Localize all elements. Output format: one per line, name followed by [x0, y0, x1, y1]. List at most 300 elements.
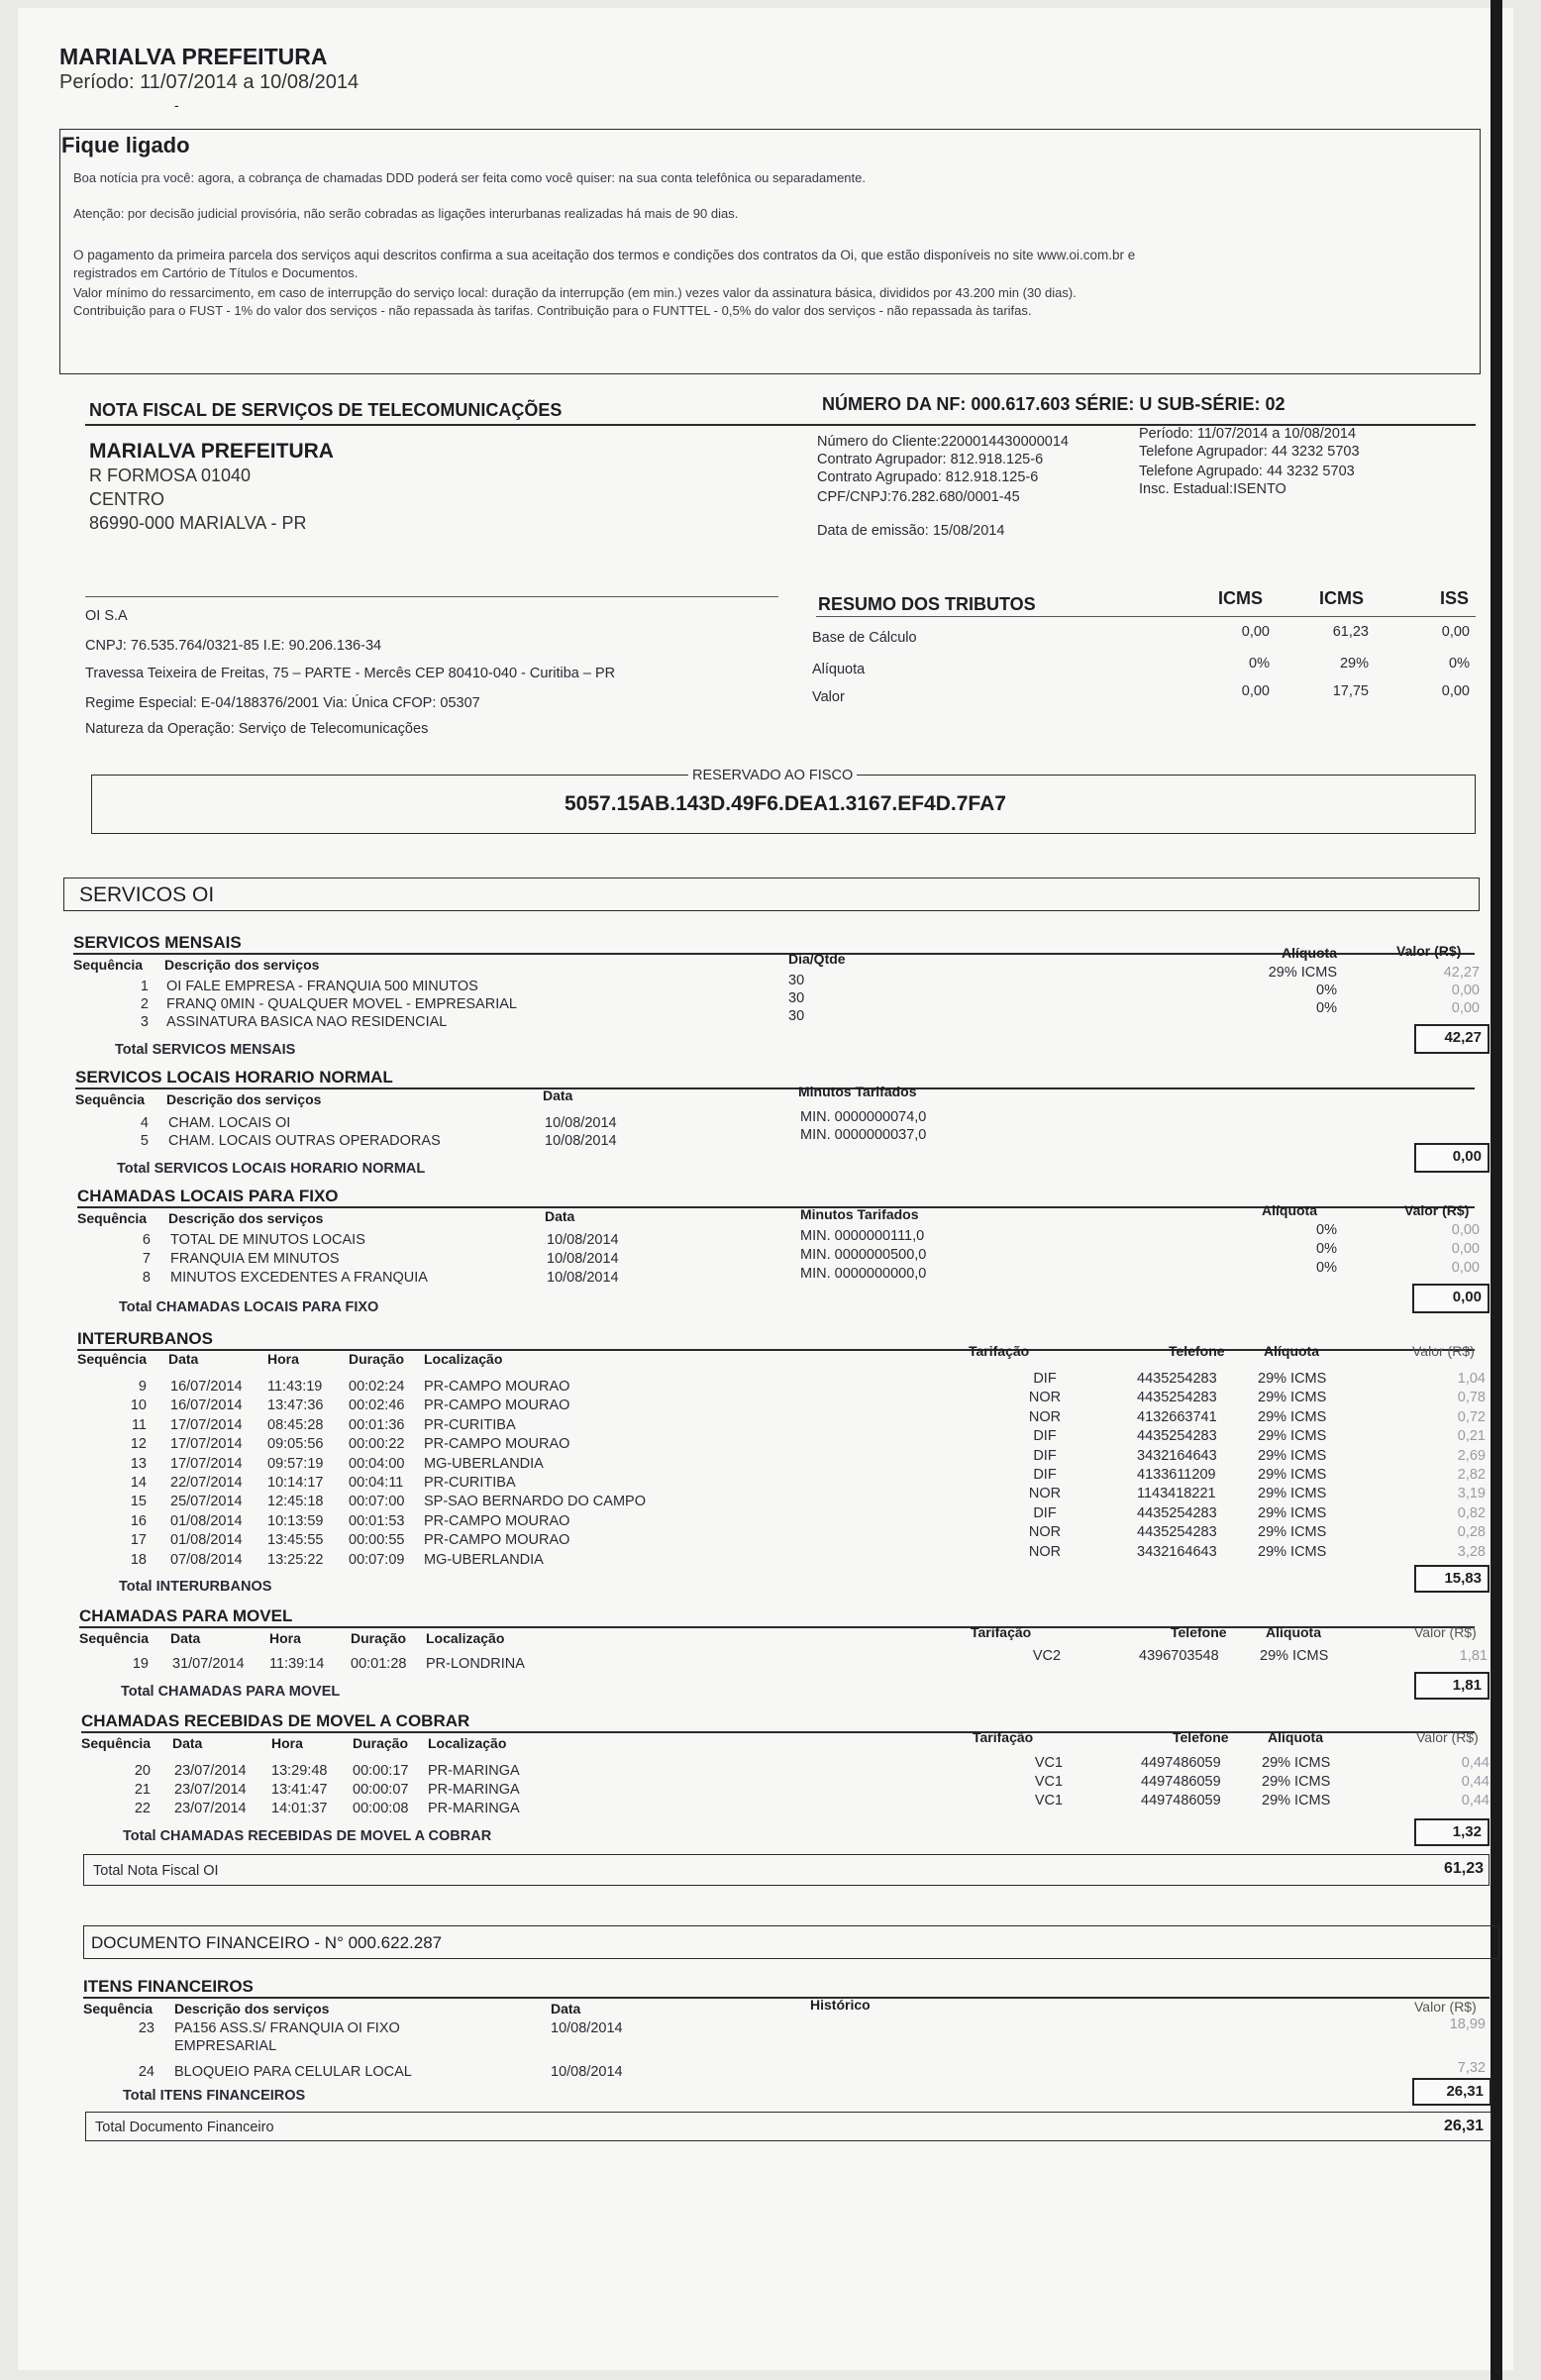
table-cell: 0,00 [1451, 1000, 1480, 1016]
col-header: Telefone [1169, 1343, 1225, 1359]
table-cell: 07/08/2014 [170, 1551, 243, 1568]
table-cell: 23/07/2014 [174, 1782, 247, 1798]
tribute-value: 0,00 [1441, 683, 1470, 699]
col-header: Alíquota [1266, 1624, 1321, 1640]
table-cell: 2,69 [1457, 1447, 1486, 1464]
table-cell: PR-CAMPO MOURAO [424, 1532, 570, 1549]
table-cell: 0,44 [1461, 1793, 1490, 1809]
total-box: 15,83 [1414, 1565, 1490, 1593]
table-cell: 00:01:28 [351, 1656, 407, 1672]
issuer-name: OI S.A [85, 608, 128, 624]
table-cell: NOR [1028, 1543, 1062, 1560]
col-header: Histórico [810, 1997, 871, 2013]
table-cell: 7,32 [1457, 2060, 1486, 2076]
table-cell: 13:29:48 [271, 1763, 328, 1779]
table-cell: 16/07/2014 [170, 1379, 243, 1395]
financial-title: DOCUMENTO FINANCEIRO - N° 000.622.287 [91, 1933, 443, 1952]
table-cell: 10/08/2014 [545, 1115, 617, 1131]
table-cell: 10:14:17 [267, 1475, 324, 1491]
table-cell: DIF [1033, 1447, 1057, 1464]
col-header: Valor (R$) [1412, 1343, 1475, 1359]
col-header: Hora [267, 1351, 299, 1367]
col-header: Telefone [1173, 1729, 1229, 1745]
table-cell: 3432164643 [1137, 1447, 1217, 1464]
table-cell: 12 [130, 1436, 147, 1453]
table-cell: 0% [1316, 983, 1337, 998]
table-cell: CHAM. LOCAIS OUTRAS OPERADORAS [168, 1133, 441, 1149]
table-cell: 1,81 [1459, 1648, 1488, 1664]
table-cell: 0,00 [1451, 1260, 1480, 1276]
services-title-box [63, 878, 1480, 911]
table-cell: BLOQUEIO PARA CELULAR LOCAL [174, 2064, 412, 2080]
table-cell: 0% [1316, 1260, 1337, 1276]
table-cell: 10/08/2014 [551, 2064, 623, 2080]
table-cell: VC1 [1034, 1755, 1064, 1771]
table-cell: 29% ICMS [1258, 1486, 1327, 1502]
table-cell: DIF [1033, 1371, 1057, 1387]
tribute-value: 0% [1449, 656, 1470, 672]
phone-agrupador: Telefone Agrupador: 44 3232 5703 [1139, 444, 1360, 460]
table-cell: NOR [1028, 1486, 1062, 1502]
table-cell: 11 [131, 1416, 147, 1433]
col-header: Minutos Tarifados [800, 1206, 919, 1222]
table-cell: 00:00:55 [349, 1532, 405, 1549]
table-cell: 4435254283 [1137, 1428, 1217, 1445]
col-header: Sequência [79, 1630, 150, 1646]
table-cell: 29% ICMS [1258, 1543, 1327, 1560]
table-cell: 29% ICMS [1258, 1467, 1327, 1483]
table-cell: 0,44 [1461, 1755, 1490, 1771]
table-cell: 10/08/2014 [547, 1270, 619, 1286]
col-header: Sequência [77, 1210, 148, 1226]
phone-agrupado: Telefone Agrupado: 44 3232 5703 [1139, 464, 1355, 479]
table-cell: 12:45:18 [267, 1494, 324, 1510]
col-header: Hora [271, 1735, 303, 1751]
table-cell: 2 [140, 996, 149, 1012]
table-cell: 23/07/2014 [174, 1763, 247, 1779]
table-cell: 3432164643 [1137, 1543, 1217, 1560]
table-cell: 0,00 [1451, 1222, 1480, 1238]
total-doc-value: 26,31 [1443, 2118, 1484, 2134]
table-cell: MINUTOS EXCEDENTES A FRANQUIA [170, 1270, 428, 1286]
table-cell: 4497486059 [1141, 1793, 1221, 1809]
col-header: Tarifação [971, 1624, 1032, 1640]
col-header: Duração [349, 1351, 405, 1367]
table-cell: ASSINATURA BASICA NAO RESIDENCIAL [166, 1014, 448, 1030]
table-cell: CHAM. LOCAIS OI [168, 1115, 291, 1131]
table-cell: 29% ICMS [1258, 1408, 1327, 1425]
col-header: Descrição dos serviços [164, 957, 320, 973]
table-cell: 00:00:17 [353, 1763, 409, 1779]
table-cell: 0% [1316, 1000, 1337, 1016]
cnpj-client: CPF/CNPJ:76.282.680/0001-45 [817, 489, 1020, 505]
table-cell: MIN. 0000000037,0 [800, 1127, 927, 1143]
table-cell: 4132663741 [1137, 1408, 1217, 1425]
table-cell: 4435254283 [1137, 1371, 1217, 1387]
table-cell: PR-MARINGA [428, 1801, 520, 1816]
table-cell: 3 [140, 1014, 149, 1030]
col-header: Valor (R$) [1396, 943, 1462, 959]
table-cell: 00:01:53 [349, 1512, 405, 1529]
col-header: Data [168, 1351, 199, 1367]
col-header: Alíquota [1262, 1202, 1317, 1218]
table-cell: 3,19 [1457, 1486, 1486, 1502]
table-cell: 10:13:59 [267, 1512, 324, 1529]
table-cell: MIN. 0000000074,0 [800, 1109, 927, 1125]
col-header: Sequência [81, 1735, 152, 1751]
col-header: Data [545, 1208, 575, 1224]
total-box: 1,81 [1414, 1672, 1490, 1700]
table-cell: 29% ICMS [1258, 1428, 1327, 1445]
table-cell: 13:25:22 [267, 1551, 324, 1568]
table-cell: VC1 [1034, 1774, 1064, 1790]
table-cell: MG-UBERLANDIA [424, 1455, 544, 1472]
table-cell: 17/07/2014 [170, 1436, 243, 1453]
tribute-value: 0,00 [1241, 624, 1270, 640]
table-cell: 42,27 [1443, 965, 1480, 981]
table-cell: OI FALE EMPRESA - FRANQUIA 500 MINUTOS [166, 979, 478, 994]
col-header: Dia/Qtde [788, 951, 846, 967]
table-cell: 1143418221 [1137, 1486, 1216, 1502]
table-cell: 00:00:08 [353, 1801, 409, 1816]
scan-edge [1490, 0, 1502, 2380]
section-title: SERVICOS MENSAIS [73, 933, 242, 952]
table-cell: 00:00:07 [353, 1782, 409, 1798]
col-header: Duração [351, 1630, 407, 1646]
section-title: ITENS FINANCEIROS [83, 1977, 254, 1996]
table-cell: PR-CURITIBA [424, 1475, 516, 1491]
table-cell: 0% [1316, 1222, 1337, 1238]
table-cell: 09:05:56 [267, 1436, 324, 1453]
table-cell: 29% ICMS [1258, 1447, 1327, 1464]
table-cell: 29% ICMS [1262, 1793, 1331, 1809]
client-district: CENTRO [89, 489, 164, 509]
table-cell: PR-MARINGA [428, 1782, 520, 1798]
tribute-col-icms-1: ICMS [1218, 588, 1263, 608]
tribute-col-icms-2: ICMS [1319, 588, 1364, 608]
table-cell: DIF [1033, 1428, 1057, 1445]
notice-title: Fique ligado [61, 133, 190, 157]
table-cell: 18,99 [1449, 2017, 1486, 2032]
col-header: Valor (R$) [1414, 1999, 1477, 2015]
fisco-label: RESERVADO AO FISCO [688, 768, 857, 783]
total-label: Total INTERURBANOS [119, 1579, 272, 1595]
table-cell: 01/08/2014 [170, 1532, 243, 1549]
client-name: MARIALVA PREFEITURA [89, 440, 334, 463]
table-cell: FRANQ 0MIN - QUALQUER MOVEL - EMPRESARIAL [166, 996, 517, 1012]
table-cell: NOR [1028, 1524, 1062, 1541]
bullet-mark: - [174, 97, 179, 113]
table-cell: 13:41:47 [271, 1782, 328, 1798]
total-doc-label: Total Documento Financeiro [95, 2120, 274, 2135]
table-cell: 30 [788, 1008, 805, 1024]
notice-line-5: Valor mínimo do ressarcimento, em caso de interrupção do serviço local: duração da interrupção (em min.) vezes valor da assinatura básica, divididos por 43.200 min (30 dias). [73, 285, 1077, 300]
client-city: 86990-000 MARIALVA - PR [89, 513, 307, 533]
table-cell: 00:04:00 [349, 1455, 405, 1472]
section-title: INTERURBANOS [77, 1329, 213, 1348]
table-cell: 16/07/2014 [170, 1397, 243, 1414]
table-cell: DIF [1033, 1504, 1057, 1521]
col-header: Data [543, 1087, 573, 1103]
table-cell: VC1 [1034, 1793, 1064, 1809]
table-cell: 00:07:09 [349, 1551, 405, 1568]
table-cell: 0,44 [1461, 1774, 1490, 1790]
table-cell: 4 [140, 1115, 149, 1131]
col-header: Hora [269, 1630, 301, 1646]
notice-line-1: Boa notícia pra você: agora, a cobrança de chamadas DDD poderá ser feita como você quiser: na sua conta telefônica ou separadamente. [73, 170, 866, 185]
col-header: Sequência [83, 2001, 154, 2017]
section-title: SERVICOS LOCAIS HORARIO NORMAL [75, 1068, 393, 1087]
total-label: Total CHAMADAS LOCAIS PARA FIXO [119, 1299, 379, 1315]
table-cell: 1 [140, 979, 149, 994]
table-cell: 00:02:24 [349, 1379, 405, 1395]
total-box: 0,00 [1412, 1284, 1490, 1313]
total-doc-box [85, 2112, 1491, 2141]
table-cell: 14 [130, 1475, 147, 1491]
tribute-col-iss: ISS [1440, 588, 1470, 608]
table-cell: 00:01:36 [349, 1416, 405, 1433]
col-header: Sequência [77, 1351, 148, 1367]
table-cell: 10/08/2014 [545, 1133, 617, 1149]
table-cell: 11:43:19 [267, 1379, 323, 1395]
section-rule [73, 953, 1475, 955]
issuer-nature: Natureza da Operação: Serviço de Telecomunicações [85, 721, 429, 737]
table-cell: 20 [134, 1763, 151, 1779]
total-nf-value: 61,23 [1443, 1860, 1484, 1877]
table-cell: 4435254283 [1137, 1524, 1217, 1541]
table-cell: 6 [142, 1232, 151, 1248]
table-cell: 0,82 [1457, 1504, 1486, 1521]
right-period: Período: 11/07/2014 a 10/08/2014 [1139, 426, 1357, 442]
table-cell: 10 [130, 1397, 147, 1414]
table-cell: PR-LONDRINA [426, 1656, 525, 1672]
total-box: 26,31 [1412, 2078, 1491, 2106]
total-label: Total SERVICOS MENSAIS [115, 1042, 296, 1058]
section-title: CHAMADAS RECEBIDAS DE MOVEL A COBRAR [81, 1711, 470, 1730]
tribute-row-base: Base de Cálculo [812, 630, 917, 646]
col-header: Tarifação [969, 1343, 1030, 1359]
table-cell: 5 [140, 1133, 149, 1149]
total-label: Total CHAMADAS PARA MOVEL [121, 1684, 341, 1700]
col-header: Localização [428, 1735, 507, 1751]
col-header: Tarifação [973, 1729, 1034, 1745]
col-header: Data [170, 1630, 201, 1646]
table-cell: MIN. 0000000500,0 [800, 1247, 927, 1263]
col-header: Alíquota [1264, 1343, 1319, 1359]
table-cell: SP-SAO BERNARDO DO CAMPO [424, 1494, 646, 1510]
table-cell: 30 [788, 990, 805, 1006]
table-cell: 00:00:22 [349, 1436, 405, 1453]
table-cell: 10/08/2014 [551, 2020, 623, 2036]
section-title: CHAMADAS LOCAIS PARA FIXO [77, 1187, 339, 1205]
contract-agrupado: Contrato Agrupado: 812.918.125-6 [817, 469, 1039, 485]
table-cell: 29% ICMS [1258, 1504, 1327, 1521]
section-rule [75, 1087, 1475, 1089]
col-header: Telefone [1171, 1624, 1227, 1640]
col-header: Descrição dos serviços [166, 1091, 322, 1107]
notice-line-2: Atenção: por decisão judicial provisória, não serão cobradas as ligações interurbanas realizadas há mais de 90 dias. [73, 206, 739, 221]
table-cell: PA156 ASS.S/ FRANQUIA OI FIXO [174, 2020, 400, 2036]
table-cell: 10/08/2014 [547, 1251, 619, 1267]
table-cell: 31/07/2014 [172, 1656, 245, 1672]
tribute-value: 29% [1339, 656, 1369, 672]
total-label: Total ITENS FINANCEIROS [123, 2088, 306, 2104]
total-label: Total SERVICOS LOCAIS HORARIO NORMAL [117, 1161, 426, 1177]
services-title: SERVICOS OI [79, 883, 215, 906]
col-header: Valor (R$) [1416, 1729, 1479, 1745]
col-header: Duração [353, 1735, 409, 1751]
table-cell: 0,28 [1457, 1524, 1486, 1541]
col-header: Localização [424, 1351, 503, 1367]
table-cell: 01/08/2014 [170, 1512, 243, 1529]
table-cell: DIF [1033, 1467, 1057, 1483]
table-cell: 0,72 [1457, 1408, 1486, 1425]
col-header: Descrição dos serviços [174, 2001, 330, 2017]
table-cell: 21 [134, 1782, 151, 1798]
table-cell: 13:45:55 [267, 1532, 324, 1549]
table-cell: 22/07/2014 [170, 1475, 243, 1491]
table-cell: 23/07/2014 [174, 1801, 247, 1816]
state-registration: Insc. Estadual:ISENTO [1139, 481, 1286, 497]
table-cell: 4435254283 [1137, 1504, 1217, 1521]
tributes-divider [816, 616, 1476, 617]
issuer-divider [85, 596, 778, 597]
section-rule [81, 1731, 1475, 1733]
col-header: Alíquota [1282, 945, 1337, 961]
table-cell: 29% ICMS [1262, 1755, 1331, 1771]
table-cell: NOR [1028, 1390, 1062, 1406]
table-cell: MIN. 0000000111,0 [800, 1228, 925, 1244]
table-cell: 29% ICMS [1258, 1390, 1327, 1406]
table-cell: MG-UBERLANDIA [424, 1551, 544, 1568]
total-box: 42,27 [1414, 1024, 1490, 1054]
col-header: Sequência [73, 957, 144, 973]
table-cell: 17 [130, 1532, 147, 1549]
table-cell: 4497486059 [1141, 1755, 1221, 1771]
table-cell: 29% ICMS [1268, 965, 1337, 981]
table-cell: 23 [138, 2020, 154, 2036]
issuer-address: Travessa Teixeira de Freitas, 75 – PARTE - Mercês CEP 80410-040 - Curitiba – PR [85, 666, 616, 681]
table-cell: 13 [130, 1455, 147, 1472]
table-cell: 00:07:00 [349, 1494, 405, 1510]
tribute-value: 61,23 [1332, 624, 1369, 640]
total-box: 0,00 [1414, 1143, 1490, 1173]
table-cell: 29% ICMS [1262, 1774, 1331, 1790]
contract-agrupador: Contrato Agrupador: 812.918.125-6 [817, 452, 1044, 467]
table-cell: 18 [130, 1551, 147, 1568]
table-cell: 4396703548 [1139, 1648, 1219, 1664]
table-cell: PR-CAMPO MOURAO [424, 1397, 570, 1414]
table-cell: EMPRESARIAL [174, 2038, 277, 2054]
table-cell: 17/07/2014 [170, 1416, 243, 1433]
table-cell: 4497486059 [1141, 1774, 1221, 1790]
table-cell: FRANQUIA EM MINUTOS [170, 1251, 340, 1267]
table-cell: 09:57:19 [267, 1455, 324, 1472]
table-cell: 13:47:36 [267, 1397, 324, 1414]
table-cell: 4435254283 [1137, 1390, 1217, 1406]
table-cell: 30 [788, 973, 805, 988]
table-cell: 22 [134, 1801, 151, 1816]
table-cell: 3,28 [1457, 1543, 1486, 1560]
table-cell: 0,78 [1457, 1390, 1486, 1406]
col-header: Alíquota [1268, 1729, 1323, 1745]
issuer-cnpj: CNPJ: 76.535.764/0321-85 I.E: 90.206.136-34 [85, 638, 382, 654]
table-cell: 17/07/2014 [170, 1455, 243, 1472]
tribute-value: 0,00 [1241, 683, 1270, 699]
client-street: R FORMOSA 01040 [89, 466, 252, 485]
col-header: Localização [426, 1630, 505, 1646]
table-cell: MIN. 0000000000,0 [800, 1266, 927, 1282]
table-cell: 11:39:14 [269, 1656, 325, 1672]
issuer-regime: Regime Especial: E-04/188376/2001 Via: Única CFOP: 05307 [85, 695, 480, 711]
table-cell: 25/07/2014 [170, 1494, 243, 1510]
table-cell: PR-MARINGA [428, 1763, 520, 1779]
table-cell: 0,00 [1451, 1241, 1480, 1257]
total-nf-label: Total Nota Fiscal OI [93, 1863, 219, 1879]
table-cell: PR-CURITIBA [424, 1416, 516, 1433]
tribute-value: 0,00 [1441, 624, 1470, 640]
table-cell: 0,21 [1457, 1428, 1486, 1445]
col-header: Valor (R$) [1404, 1202, 1470, 1218]
company-name: MARIALVA PREFEITURA [59, 44, 328, 69]
table-cell: 14:01:37 [271, 1801, 328, 1816]
table-cell: 00:04:11 [349, 1475, 404, 1491]
table-cell: VC2 [1032, 1648, 1062, 1664]
tribute-row-valor: Valor [812, 689, 845, 705]
tribute-value: 17,75 [1332, 683, 1369, 699]
table-cell: 29% ICMS [1260, 1648, 1329, 1664]
notice-line-6: Contribuição para o FUST - 1% do valor dos serviços - não repassada às tarifas. Contribuição para o FUNTTEL - 0,5% do valor dos serviços - não repassada às tarifas. [73, 303, 1032, 318]
col-header: Descrição dos serviços [168, 1210, 324, 1226]
total-nf-box [83, 1854, 1490, 1886]
tribute-value: 0% [1249, 656, 1270, 672]
col-header: Valor (R$) [1414, 1624, 1477, 1640]
table-cell: 29% ICMS [1258, 1371, 1327, 1387]
table-cell: 1,04 [1457, 1371, 1486, 1387]
total-label: Total CHAMADAS RECEBIDAS DE MOVEL A COBRAR [123, 1828, 492, 1844]
table-cell: 2,82 [1457, 1467, 1486, 1483]
col-header: Sequência [75, 1091, 146, 1107]
notice-line-4: registrados em Cartório de Títulos e Documentos. [73, 265, 359, 280]
nf-title: NOTA FISCAL DE SERVIÇOS DE TELECOMUNICAÇÕES [89, 400, 563, 420]
billing-period: Período: 11/07/2014 a 10/08/2014 [59, 71, 360, 93]
table-cell: PR-CAMPO MOURAO [424, 1379, 570, 1395]
tribute-row-aliquota: Alíquota [812, 662, 866, 677]
table-cell: TOTAL DE MINUTOS LOCAIS [170, 1232, 365, 1248]
table-cell: 16 [130, 1512, 147, 1529]
table-cell: 0% [1316, 1241, 1337, 1257]
table-cell: 7 [142, 1251, 151, 1267]
table-cell: PR-CAMPO MOURAO [424, 1512, 570, 1529]
table-cell: 08:45:28 [267, 1416, 324, 1433]
client-number: Número do Cliente:2200014430000014 [817, 434, 1069, 450]
emission-date: Data de emissão: 15/08/2014 [817, 523, 1005, 539]
section-title: CHAMADAS PARA MOVEL [79, 1606, 293, 1625]
table-cell: 8 [142, 1270, 151, 1286]
table-cell: PR-CAMPO MOURAO [424, 1436, 570, 1453]
col-header: Minutos Tarifados [798, 1084, 917, 1099]
notice-line-3: O pagamento da primeira parcela dos serviços aqui descritos confirma a sua aceitação dos termos e condições dos contratos da Oi, que estão disponíveis no site www.oi.com.br e [73, 248, 1136, 262]
tributes-title: RESUMO DOS TRIBUTOS [818, 594, 1036, 614]
table-cell: 9 [138, 1379, 147, 1395]
table-cell: NOR [1028, 1408, 1062, 1425]
table-cell: 10/08/2014 [547, 1232, 619, 1248]
table-cell: 15 [130, 1494, 147, 1510]
nf-number: NÚMERO DA NF: 000.617.603 SÉRIE: U SUB-SÉRIE: 02 [822, 394, 1285, 414]
table-cell: 19 [132, 1656, 149, 1672]
total-box: 1,32 [1414, 1818, 1490, 1846]
fisco-code: 5057.15AB.143D.49F6.DEA1.3167.EF4D.7FA7 [565, 792, 1006, 815]
